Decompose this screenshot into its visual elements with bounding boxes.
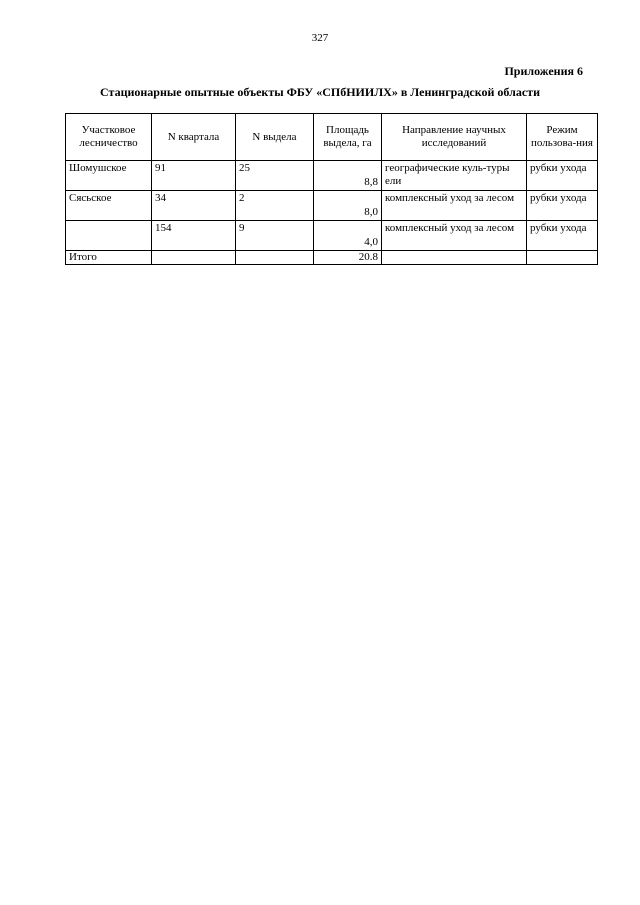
- header-plot: N выдела: [236, 114, 314, 161]
- total-empty-cell: [382, 251, 527, 265]
- plot-cell: 2: [236, 191, 314, 221]
- area-cell: 4,0: [314, 221, 382, 251]
- table-row: [66, 221, 598, 251]
- forest-sites-table: [65, 113, 598, 265]
- direction-cell: комплексный уход за лесом: [382, 191, 527, 221]
- table-header-row: [66, 114, 598, 161]
- total-empty-cell: [236, 251, 314, 265]
- direction-cell: комплексный уход за лесом: [382, 221, 527, 251]
- total-label: Итого: [66, 251, 152, 265]
- plot-cell: 25: [236, 161, 314, 191]
- appendix-label: Приложения 6: [504, 64, 583, 78]
- total-row: [66, 251, 598, 265]
- forestry-cell: Шомушское: [66, 161, 152, 191]
- area-cell: 8,0: [314, 191, 382, 221]
- total-empty-cell: [152, 251, 236, 265]
- regime-cell: рубки ухода: [527, 161, 598, 191]
- quarter-cell: 154: [152, 221, 236, 251]
- direction-cell: географические куль-туры ели: [382, 161, 527, 191]
- header-research-direction: Направление научных исследований: [382, 114, 527, 161]
- quarter-cell: 34: [152, 191, 236, 221]
- table-row: [66, 161, 598, 191]
- total-area: 20.8: [314, 251, 382, 265]
- page-number: 327: [311, 32, 329, 44]
- header-quarter: N квартала: [152, 114, 236, 161]
- header-forestry: Участковое лесничество: [66, 114, 152, 161]
- document-title: Стационарные опытные объекты ФБУ «СПбНИИЛХ» в Ленинградской области: [100, 85, 540, 99]
- forestry-cell: [66, 221, 152, 251]
- total-empty-cell: [527, 251, 598, 265]
- forestry-cell: Сясьское: [66, 191, 152, 221]
- header-area: Площадь выдела, га: [314, 114, 382, 161]
- header-usage-regime: Режим пользова-ния: [527, 114, 598, 161]
- quarter-cell: 91: [152, 161, 236, 191]
- regime-cell: рубки ухода: [527, 191, 598, 221]
- table-row: [66, 191, 598, 221]
- plot-cell: 9: [236, 221, 314, 251]
- area-cell: 8,8: [314, 161, 382, 191]
- regime-cell: рубки ухода: [527, 221, 598, 251]
